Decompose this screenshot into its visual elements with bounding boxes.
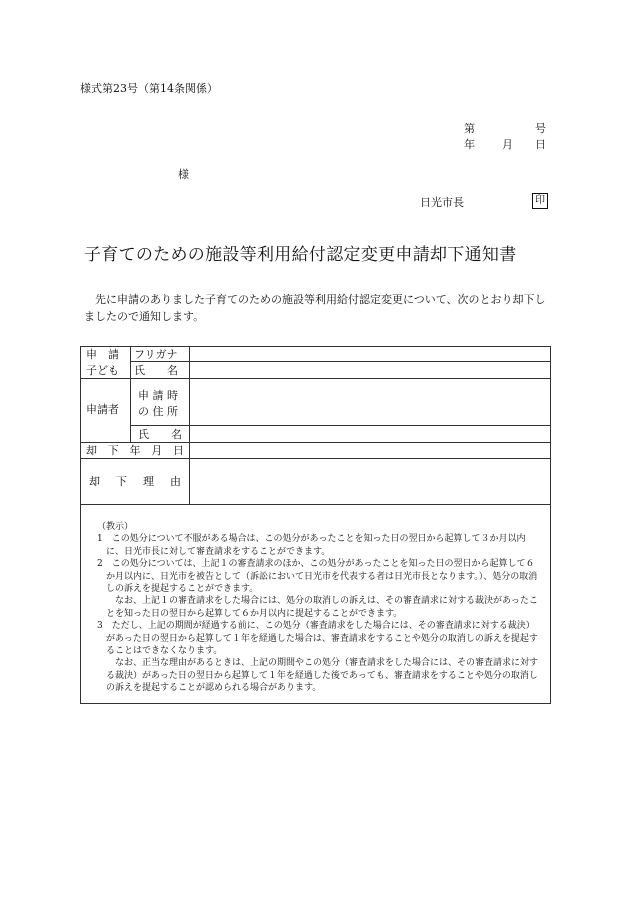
child-name-field[interactable] [193, 364, 547, 376]
applicant-label: 申請者 [86, 403, 119, 416]
document-title: 子育てのための施設等利用給付認定変更申請却下通知書 [84, 245, 517, 265]
rejection-reason-field[interactable] [193, 461, 547, 501]
applicant-name-label: 氏 名 [138, 428, 182, 441]
address-label-bottom: の 住 所 [138, 405, 178, 418]
note-1: 1 この処分について不服がある場合は、この処分があったことを知った日の翌日から起算して３か月以内に、日光市長に対して審査請求をすることができます。 [97, 534, 526, 557]
date-day: 日 [535, 138, 546, 151]
number-prefix: 第 [464, 122, 475, 135]
notes-heading: （教示） [97, 522, 134, 532]
applicant-name-field[interactable] [193, 428, 547, 440]
body-text: 先に申請のありました子育てのための施設等利用給付認定変更について、次のとおり却下しましたので通知します。 [84, 293, 546, 323]
note-3: 3 ただし、上記の期間が経過する前に、この処分（審査請求をした場合には、その審査請求に対する裁決）があった日の翌日から起算して１年を経過した場合は、審査請求をすることや処分の取消しの訴えを提起することはできなくなります。 [97, 621, 538, 657]
appeal-notice [97, 521, 539, 695]
rejection-date-label: 却 下 年 月 日 [86, 444, 184, 457]
child-label-bottom: 子ども [86, 364, 119, 377]
rejection-reason-label: 却 下 理 由 [89, 475, 181, 488]
issuer: 日光市長 [420, 196, 464, 209]
note-3-supplement: なお、正当な理由があるときは、上記の期間やこの処分（審査請求をした場合には、その審査請求に対する裁決）があった日の翌日から起算して１年を経過した後であっても、審査請求をすることや処分の取消しの訴えを提起することが認められる場合があります。 [106, 658, 539, 694]
note-2-supplement: なお、上記１の審査請求をした場合には、処分の取消しの訴えは、その審査請求に対する裁決があったことを知った日の翌日から起算して６か月以内に提起することができます。 [106, 596, 538, 619]
furigana-field[interactable] [193, 348, 547, 360]
rejection-date-field[interactable] [193, 444, 547, 456]
form-number: 様式第23号（第14条関係） [80, 82, 218, 95]
child-label-top: 申 請 [86, 348, 119, 361]
date-year: 年 [464, 138, 475, 151]
address-field[interactable] [193, 381, 547, 421]
addressee-suffix: 様 [178, 168, 189, 181]
address-label-top: 申 請 時 [138, 389, 178, 402]
number-suffix: 号 [535, 122, 546, 135]
document-number [464, 120, 546, 136]
furigana-label: フリガナ [134, 348, 178, 361]
note-2: 2 この処分については、上記１の審査請求のほか、この処分があったことを知った日の翌日から起算して６か月以内に、日光市を被告として（訴訟において日光市を代表する者は日光市長となります。）、処分の取消しの訴えを提起することができます。 [97, 559, 538, 595]
child-name-label: 氏 名 [134, 364, 178, 377]
seal-mark: 印 [532, 193, 548, 209]
date-month: 月 [502, 138, 513, 151]
